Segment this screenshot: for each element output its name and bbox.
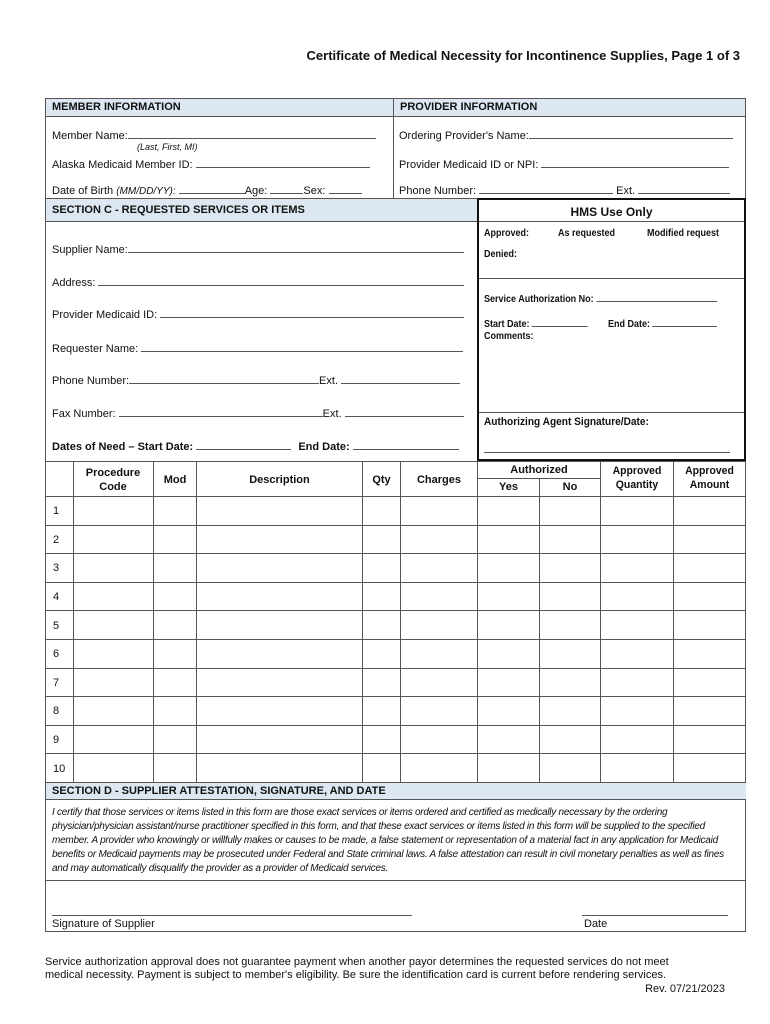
row-number: 1 (53, 505, 60, 518)
hms-agent-sig-label: Authorizing Agent Signature/Date: (484, 416, 649, 428)
member-name-row (52, 128, 376, 142)
supplier-medicaid-id-label: Provider Medicaid ID: (52, 309, 158, 321)
age-field[interactable] (270, 183, 303, 194)
fax-label: Fax Number: (52, 408, 116, 420)
fax-field[interactable] (119, 406, 323, 417)
hms-as-requested[interactable]: As requested (558, 228, 616, 239)
th-approved-quantity: Approved Quantity (612, 465, 662, 491)
supplier-name-field[interactable] (128, 242, 464, 253)
hms-end-label: End Date: (608, 319, 651, 330)
dob-field[interactable] (179, 183, 245, 194)
table-row (46, 639, 746, 668)
end-date-field[interactable] (353, 439, 459, 450)
supplier-signature-label: Signature of Supplier (52, 918, 155, 930)
hms-end-row (608, 316, 717, 330)
supplier-signature-field[interactable] (52, 905, 412, 916)
member-dob-row (52, 183, 362, 197)
requester-field[interactable] (141, 341, 463, 352)
row-number: 8 (53, 705, 60, 718)
hms-sa-label: Service Authorization No: (484, 294, 594, 305)
hms-start-field[interactable] (532, 316, 588, 327)
th-mod: Mod (163, 474, 187, 486)
supplier-medicaid-id-row (52, 307, 464, 321)
table-row (46, 753, 746, 782)
supplier-phone-row (52, 373, 460, 387)
requester-label: Requester Name: (52, 343, 139, 355)
member-id-row (52, 157, 370, 171)
provider-header-text: PROVIDER INFORMATION (400, 101, 538, 113)
dob-hint: (MM/DD/YY): (116, 186, 176, 197)
hms-header-text: HMS Use Only (570, 205, 653, 219)
footer-line-1: Service authorization approval does not guarantee payment when another payor determines the requested services do not meet (45, 956, 669, 968)
supplier-phone-ext-field[interactable] (341, 373, 460, 384)
address-field[interactable] (98, 275, 464, 286)
table-row (46, 725, 746, 754)
requester-row (52, 341, 463, 355)
th-authorized: Authorized (510, 464, 568, 476)
dob-label: Date of Birth (52, 185, 114, 197)
hms-end-field[interactable] (653, 316, 718, 327)
table-rows (46, 496, 746, 782)
member-id-label: Alaska Medicaid Member ID: (52, 159, 193, 171)
provider-name-label: Ordering Provider's Name: (399, 130, 529, 142)
sex-label: Sex: (303, 185, 326, 197)
provider-name-row (399, 128, 733, 142)
address-label: Address: (52, 277, 96, 289)
member-name-hint: (Last, First, MI) (137, 142, 198, 152)
page-title: Certificate of Medical Necessity for Incontinence Supplies, Page 1 of 3 (306, 48, 740, 63)
hms-start-row (484, 316, 588, 330)
hms-modified-request[interactable]: Modified request (647, 228, 720, 239)
table-row (46, 668, 746, 697)
hms-divider (479, 278, 744, 279)
member-name-field[interactable] (128, 128, 376, 139)
row-number: 10 (53, 762, 66, 775)
hms-agent-sig-field[interactable] (484, 442, 730, 453)
supplier-phone-field[interactable] (129, 373, 319, 384)
provider-info-header (393, 99, 745, 117)
th-description: Description (249, 474, 310, 486)
row-number: 9 (53, 734, 60, 747)
dates-of-need-row (52, 439, 459, 453)
row-number: 4 (53, 591, 60, 604)
end-date-label: End Date: (298, 441, 350, 453)
hms-header (479, 200, 744, 222)
provider-phone-field[interactable] (479, 183, 613, 194)
row-number: 5 (53, 619, 60, 632)
hms-sa-field[interactable] (596, 291, 717, 302)
hms-sig-divider (479, 412, 744, 413)
member-info-header (46, 99, 393, 117)
th-approved-amount: Approved Amount (685, 465, 734, 491)
member-name-label: Member Name: (52, 130, 128, 142)
member-id-field[interactable] (196, 157, 370, 168)
provider-ext-label: Ext. (616, 185, 636, 197)
signature-date-field[interactable] (582, 905, 728, 916)
table-row (46, 496, 746, 525)
row-number: 6 (53, 648, 60, 661)
provider-phone-row (399, 183, 730, 197)
table-row (46, 610, 746, 639)
section-c-header (46, 198, 477, 222)
section-c-header-text: SECTION C - REQUESTED SERVICES OR ITEMS (52, 204, 305, 216)
th-no: No (562, 481, 578, 493)
provider-name-field[interactable] (529, 128, 733, 139)
table-row (46, 525, 746, 554)
fax-ext-field[interactable] (345, 406, 464, 417)
th-procedure-code: Procedure Code (85, 467, 141, 493)
member-header-text: MEMBER INFORMATION (52, 101, 181, 113)
provider-id-row (399, 157, 729, 171)
table-row (46, 696, 746, 725)
supplier-medicaid-id-field[interactable] (160, 307, 464, 318)
start-date-label: Dates of Need – Start Date: (52, 441, 194, 453)
table-row (46, 582, 746, 611)
signature-divider (46, 880, 746, 881)
hms-denied-label[interactable]: Denied: (484, 249, 518, 260)
footer-line-2: medical necessity. Payment is subject to member's eligibility. Be sure the identification card is current before rendering services. (45, 969, 667, 981)
provider-id-label: Provider Medicaid ID or NPI: (399, 159, 539, 171)
supplier-phone-ext-label: Ext. (319, 375, 338, 387)
section-d-header (46, 782, 746, 800)
revision-date: Rev. 07/21/2023 (645, 983, 725, 995)
hms-approved-label: Approved: (484, 228, 529, 239)
fax-row (52, 406, 464, 420)
provider-phone-label: Phone Number: (399, 185, 477, 197)
signature-date-label: Date (584, 918, 608, 930)
member-provider-divider (393, 117, 394, 198)
attestation-text: I certify that those services or items listed in this form are those exact services or items ordered and certified as medically necessary by the ordering physician/physician assistant/nurse practitioner specified in this form, and that these exact services or items listed in this form will be supplied to the specified member. A provider who knowingly or willfully makes or causes to be made, a false statement or representation of a material fact in any application for Medicaid benefits or Medicaid payments may be prosecuted under Federal and State criminal laws. A false attestation can result in civil monetary penalties as well as fines and may automatically disqualify the provider as a provider of Medicaid services. (52, 807, 724, 874)
table-row (46, 553, 746, 582)
th-qty: Qty (372, 474, 391, 486)
supplier-phone-label: Phone Number: (52, 375, 130, 387)
th-yes: Yes (499, 481, 518, 493)
address-row (52, 275, 464, 289)
row-number: 3 (53, 562, 60, 575)
hms-sa-row (484, 291, 717, 305)
hms-start-label: Start Date: (484, 319, 530, 330)
supplier-name-row (52, 242, 464, 256)
sex-field[interactable] (329, 183, 362, 194)
start-date-field[interactable] (196, 439, 291, 450)
hms-comments-label: Comments: (484, 331, 534, 342)
provider-ext-field[interactable] (638, 183, 730, 194)
th-charges: Charges (416, 474, 462, 486)
age-label: Age: (244, 185, 268, 197)
section-d-header-text: SECTION D - SUPPLIER ATTESTATION, SIGNATURE, AND DATE (52, 785, 386, 797)
row-number: 2 (53, 533, 60, 546)
provider-id-field[interactable] (541, 157, 729, 168)
row-number: 7 (53, 676, 60, 689)
supplier-name-label: Supplier Name: (52, 244, 128, 256)
fax-ext-label: Ext. (322, 408, 342, 420)
